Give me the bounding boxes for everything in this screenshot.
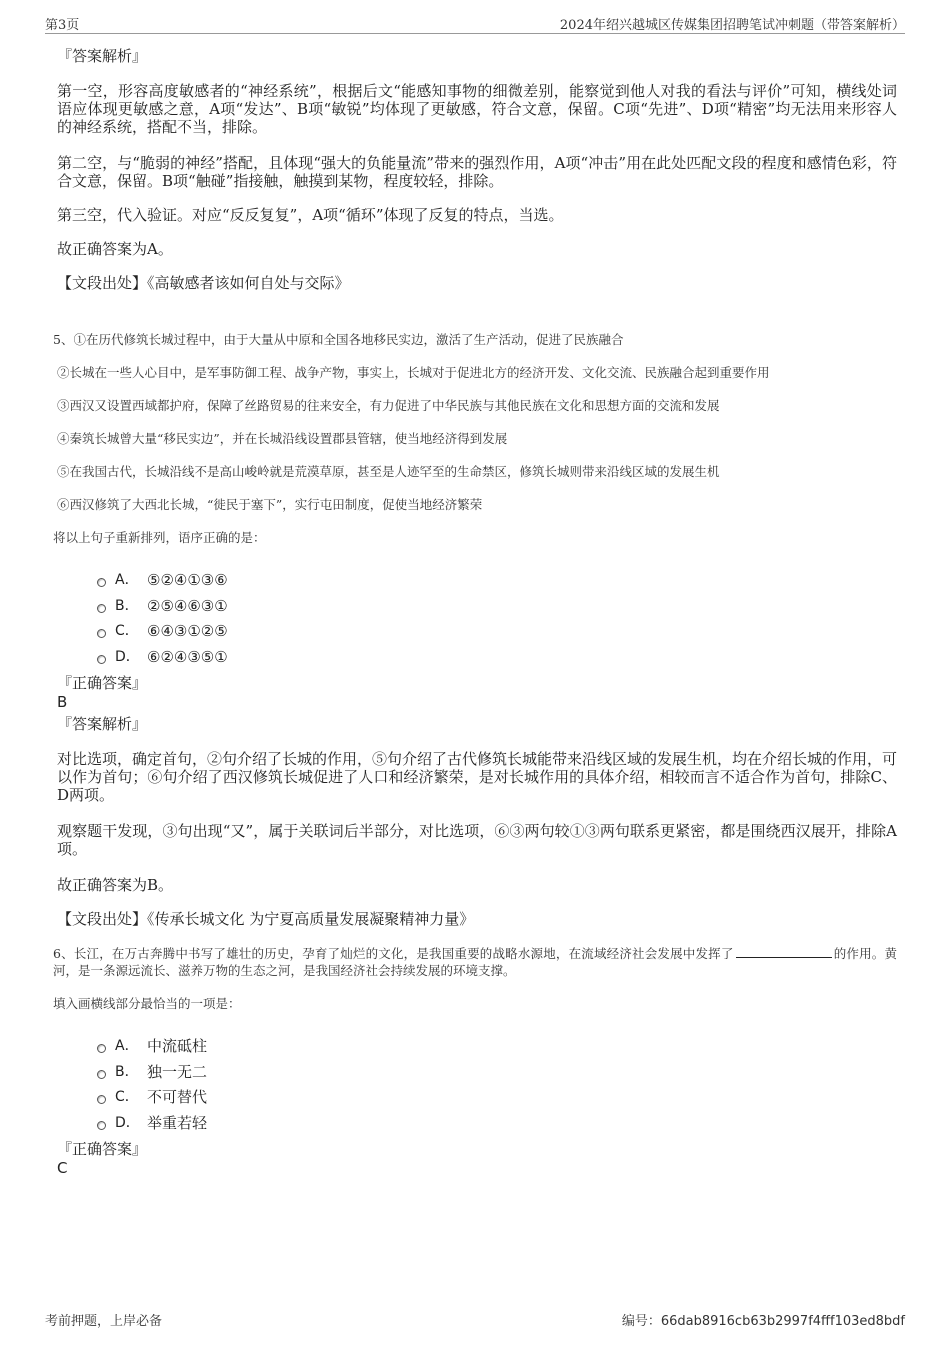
q4-analysis-paragraph: 第二空，与“脆弱的神经”搭配，且体现“强大的负能量流”带来的强烈作用，A项“冲击”用在此处匹配文段的程度和感情色彩，符合文意，保留。B项“触碰”指接触，触摸到某物，程度较轻，排除。 xyxy=(57,154,897,190)
option-letter: C． xyxy=(115,1089,139,1105)
page-header xyxy=(45,14,905,34)
q5-answer: B xyxy=(57,693,68,711)
q5-title: 5、①在历代修筑长城过程中，由于大量从中原和全国各地移民实边，激活了生产活动，促进了民族融合 xyxy=(53,332,624,347)
radio-icon[interactable] xyxy=(97,629,106,638)
q5-conclusion: 故正确答案为B。 xyxy=(57,876,174,894)
q5-options xyxy=(57,568,897,670)
option-letter: A． xyxy=(115,1038,139,1054)
radio-icon[interactable] xyxy=(97,1095,106,1104)
q5-option-a[interactable] xyxy=(97,568,897,594)
document-title: 2024年绍兴越城区传媒集团招聘笔试冲刺题（带答案解析） xyxy=(559,18,905,33)
q5-analysis-paragraph: 观察题干发现，③句出现“又”，属于关联词后半部分，对比选项，⑥③两句较①③两句联系更紧密，都是围绕西汉展开，排除A项。 xyxy=(57,822,897,858)
q5-sentence: ②长城在一些人心目中，是军事防御工程、战争产物，事实上，长城对于促进北方的经济开发、文化交流、民族融合起到重要作用 xyxy=(57,365,770,380)
document-content xyxy=(53,40,898,1177)
option-text: ⑤②④①③⑥ xyxy=(147,571,228,589)
q4-analysis-paragraph: 第三空，代入验证。对应“反反复复”，A项“循环”体现了反复的特点，当选。 xyxy=(57,206,564,224)
page-footer xyxy=(45,1310,905,1330)
q5-sentence: ③西汉又设置西域都护府，保障了丝路贸易的往来安全，有力促进了中华民族与其他民族在文化和思想方面的交流和发展 xyxy=(57,398,720,413)
q4-analysis-label: 『答案解析』 xyxy=(57,47,148,65)
q6-title xyxy=(53,945,897,979)
q6-title-text: 6、长江，在万古奔腾中书写了雄壮的历史，孕育了灿烂的文化，是我国重要的战略水源地，在流域经济社会发展中发挥了 xyxy=(53,946,734,961)
q4-conclusion: 故正确答案为A。 xyxy=(57,240,173,258)
q5-option-b[interactable] xyxy=(97,594,897,620)
option-letter: D． xyxy=(115,1114,140,1131)
option-text: ⑥②④③⑤① xyxy=(147,647,228,666)
option-text: 中流砥柱 xyxy=(147,1037,208,1055)
q4-source: 【文段出处】《高敏感者该如何自处与交际》 xyxy=(57,274,350,292)
option-text: 不可替代 xyxy=(147,1088,208,1106)
q4-analysis-paragraph: 第一空，形容高度敏感者的“神经系统”，根据后文“能感知事物的细微差别，能察觉到他人对我的看法与评价”可知，横线处词语应体现更敏感之意，A项“发达”、B项“敏锐”均体现了更敏感，符合文意，保留。C项“先进”、D项“精密”均无法用来形容人的神经系统，搭配不当，排除。 xyxy=(57,82,897,136)
radio-icon[interactable] xyxy=(97,604,106,613)
option-letter: D． xyxy=(115,648,140,665)
option-text: 独一无二 xyxy=(147,1062,208,1081)
footer-slogan: 考前押题，上岸必备 xyxy=(45,1314,163,1329)
q6-answer: C xyxy=(57,1159,68,1177)
q5-prompt: 将以上句子重新排列，语序正确的是： xyxy=(53,530,266,545)
q6-option-a[interactable] xyxy=(97,1034,897,1060)
q6-answer-label: 『正确答案』 xyxy=(57,1140,148,1158)
q6-option-d[interactable] xyxy=(97,1111,897,1137)
q6-option-c[interactable] xyxy=(97,1085,897,1111)
radio-icon[interactable] xyxy=(97,655,106,664)
radio-icon[interactable] xyxy=(97,1121,106,1130)
q6-prompt: 填入画横线部分最恰当的一项是： xyxy=(53,996,241,1011)
q5-analysis-label: 『答案解析』 xyxy=(57,715,148,733)
q5-sentence: ⑤在我国古代，长城沿线不是高山峻岭就是荒漠草原，甚至是人迹罕至的生命禁区，修筑长城则带来沿线区域的发展生机 xyxy=(57,464,720,479)
radio-icon[interactable] xyxy=(97,578,106,587)
q5-sentence: ⑥西汉修筑了大西北长城，“徙民于塞下”，实行屯田制度，促使当地经济繁荣 xyxy=(57,497,483,512)
fill-blank xyxy=(736,946,832,958)
option-letter: A． xyxy=(115,572,139,588)
q5-sentence: ④秦筑长城曾大量“移民实边”，并在长城沿线设置郡县管辖，使当地经济得到发展 xyxy=(57,431,508,446)
option-letter: B． xyxy=(115,1063,139,1080)
option-letter: C． xyxy=(115,623,139,639)
q6-title-text: 的作用。黄河，是一条源远流长、滋养万物的生态之河，是我国经济社会持续发展的环境支撑。 xyxy=(53,946,897,978)
q6-options xyxy=(57,1034,897,1136)
q6-option-b[interactable] xyxy=(97,1060,897,1086)
option-text: ⑥④③①②⑤ xyxy=(147,622,228,640)
radio-icon[interactable] xyxy=(97,1044,106,1053)
q5-analysis-paragraph: 对比选项，确定首句，②句介绍了长城的作用，⑤句介绍了古代修筑长城能带来沿线区域的发展生机，均在介绍长城的作用，可以作为首句；⑥句介绍了西汉修筑长城促进了人口和经济繁荣，是对长城作用的具体介绍，相较而言不适合作为首句，排除C、D两项。 xyxy=(57,750,898,804)
document-code: 编号：66dab8916cb63b2997f4fff103ed8bdf xyxy=(621,1314,905,1329)
option-text: 举重若轻 xyxy=(147,1113,208,1132)
q5-option-d[interactable] xyxy=(97,645,897,671)
q5-answer-label: 『正确答案』 xyxy=(57,674,148,692)
page-number: 第3页 xyxy=(45,18,80,33)
option-text: ②⑤④⑥③① xyxy=(147,596,228,615)
option-letter: B． xyxy=(115,597,139,614)
q5-option-c[interactable] xyxy=(97,619,897,645)
radio-icon[interactable] xyxy=(97,1070,106,1079)
q5-source: 【文段出处】《传承长城文化 为宁夏高质量发展凝聚精神力量》 xyxy=(57,910,475,928)
